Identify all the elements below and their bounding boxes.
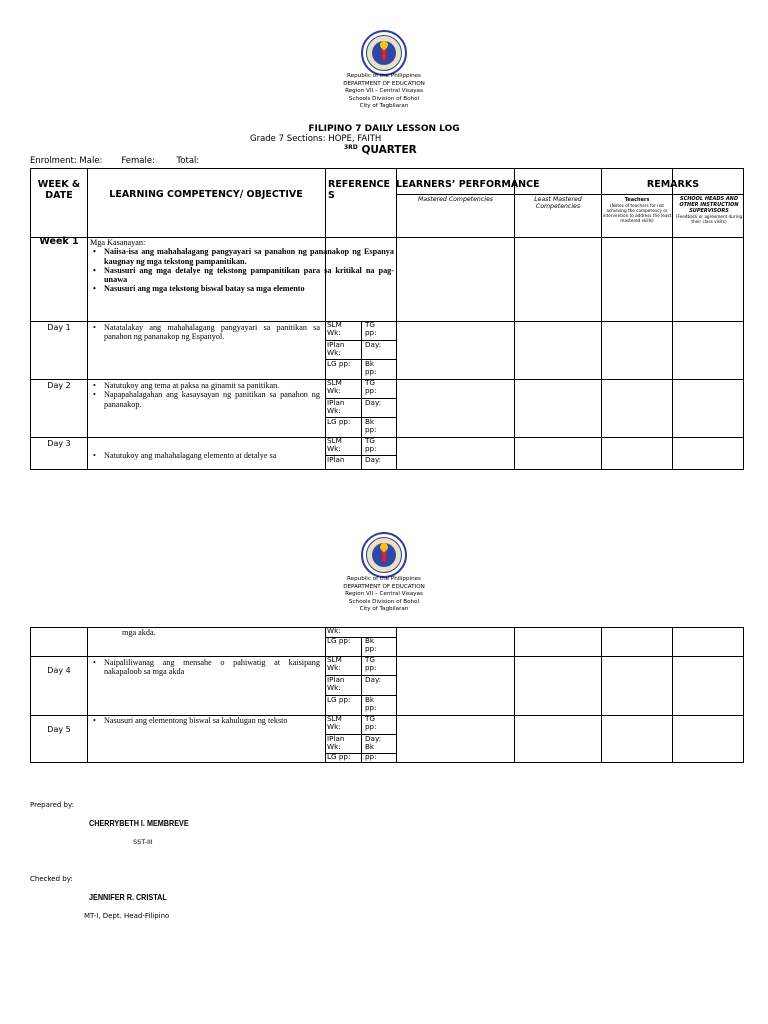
ref-day: Day:	[365, 340, 382, 349]
list-item: • Natutukoy ang tema at paksa na ginamit sa panitikan.	[90, 381, 320, 390]
document-title: FILIPINO 7 DAILY LESSON LOG	[308, 124, 460, 134]
ref-iplan: IPlan Wk:	[327, 734, 345, 752]
list-item: mga akda.	[122, 628, 156, 637]
header-remarks: REMARKS	[646, 179, 700, 190]
day-label: Day 1	[47, 323, 71, 332]
checked-by-name: JENNIFER R. CRISTAL	[89, 892, 167, 902]
day-label: Day 4	[47, 666, 71, 675]
prepared-by-position: SST-III	[133, 838, 153, 846]
letterhead-line: Republic of the Philippines	[347, 73, 421, 79]
letterhead	[0, 576, 768, 614]
list-item: • Natutukoy ang mahahalagang elemento at detalye sa	[90, 451, 320, 460]
prepared-by-label: Prepared by:	[30, 801, 74, 809]
list-item: • Naipaliliwanag ang mensahe o pahiwatig at kaisipang nakapaloob sa mga akda	[90, 658, 320, 677]
ref-lg: LG pp:	[327, 636, 351, 645]
letterhead-line: Region VII – Central Visayas	[345, 88, 423, 95]
ref-lg: LG pp:	[327, 359, 351, 368]
letterhead-line: City of Tagbilaran	[359, 103, 409, 110]
week-intro: Mga Kasanayan:	[90, 238, 146, 247]
grade-sections: Grade 7 Sections: HOPE, FAITH	[250, 134, 382, 144]
header-mastered: Mastered Competencies	[417, 196, 493, 203]
header-competency: LEARNING COMPETENCY/ OBJECTIVE	[109, 189, 303, 200]
ref-day: Day:	[365, 675, 382, 684]
list-item: • Nasusuri ang mga tekstong biswal batay sa mga elemento	[90, 284, 394, 293]
ref-bk: Bk pp:	[365, 636, 377, 654]
letterhead-line: DEPARTMENT OF EDUCATION	[343, 80, 425, 87]
day-competency	[90, 716, 320, 725]
list-item: • Natatalakay ang mahahalagang pangyayari sa panitikan sa panahon ng pananakop ng Espanyol.	[90, 323, 320, 342]
letterhead-line: Region VII – Central Visayas	[345, 591, 423, 598]
ref-day: Day: Bk	[365, 734, 382, 752]
letterhead-line: Schools Division of Bohol	[348, 598, 420, 605]
ref-bk: Bk pp:	[365, 359, 377, 377]
ref-bk: Bk pp:	[365, 695, 377, 713]
letterhead-line: Schools Division of Bohol	[348, 95, 420, 102]
day-competency-continued	[90, 628, 320, 637]
list-item: • Naiisa-isa ang mahahalagang pangyayari sa panahon ng pananakop ng Espanya kaugnay ng mga tekstong pampanitikan.	[90, 247, 394, 266]
ref-iplan: IPlan Wk:	[327, 398, 345, 416]
letterhead	[0, 73, 768, 111]
ref-tg: TG pp:	[365, 436, 377, 454]
day-label: Day 2	[47, 381, 71, 390]
letterhead-line: DEPARTMENT OF EDUCATION	[343, 583, 425, 590]
checked-by-label: Checked by:	[30, 875, 73, 883]
day-competency	[90, 451, 320, 460]
week-label: Week 1	[39, 236, 79, 247]
list-item: • Napapahalagahan ang kasaysayan ng panitikan sa panahon ng pananakop.	[90, 390, 320, 409]
ref-tg: TG pp:	[365, 714, 377, 732]
deped-seal	[361, 30, 407, 76]
ref-day: Day:	[365, 398, 382, 407]
ref-slm: SLM Wk:	[327, 436, 342, 454]
enrolment-line: Enrolment: Male: Female: Total:	[30, 156, 200, 166]
prepared-by-name: CHERRYBETH I. MEMBREVE	[89, 818, 189, 828]
ref-slm: SLM Wk:	[327, 714, 342, 732]
ref-iplan: IPlan	[327, 455, 345, 464]
header-references: REFERENCES	[328, 179, 391, 201]
day-competency	[90, 658, 320, 677]
checked-by-position: MT-I, Dept. Head-Filipino	[84, 912, 170, 920]
day-competency	[90, 323, 320, 342]
day-label: Day 3	[47, 439, 71, 448]
ref-lg: LG pp:	[327, 752, 351, 761]
ref-wk: Wk:	[327, 626, 341, 635]
header-learners-performance: LEARNERS’ PERFORMANCE	[396, 179, 540, 190]
ref-tg: TG pp:	[365, 378, 377, 396]
day-label: Day 5	[47, 725, 71, 734]
ref-iplan: IPlan Wk:	[327, 340, 345, 358]
lesson-log-table	[30, 168, 744, 470]
ref-iplan: IPlan Wk:	[327, 675, 345, 693]
ref-tg: TG pp:	[365, 655, 377, 673]
letterhead-line: City of Tagbilaran	[359, 606, 409, 613]
day-competency	[90, 381, 320, 409]
list-item: • Nasusuri ang elementong biswal sa kahulugan ng teksto	[90, 716, 320, 725]
ref-slm: SLM Wk:	[327, 378, 342, 396]
ref-bk: Bk pp:	[365, 417, 377, 435]
quarter-heading: $^{3RD}$ QUARTER	[344, 144, 417, 156]
header-least-mastered: Least Mastered Competencies	[534, 196, 582, 210]
deped-seal	[361, 532, 407, 578]
ref-slm: SLM Wk:	[327, 320, 342, 338]
ref-tg: TG pp:	[365, 320, 377, 338]
letterhead-line: Republic of the Philippines	[347, 576, 421, 582]
ref-lg: LG pp:	[327, 417, 351, 426]
ref-pp: pp:	[365, 752, 377, 761]
ref-lg: LG pp:	[327, 695, 351, 704]
ref-day: Day:	[365, 455, 382, 464]
list-item: • Nasusuri ang mga detalye ng tekstong pampanitikan para sa kritikal na pag-unawa	[90, 266, 394, 285]
header-teachers: Teachers (Notes of teachers for not achieving the competency or intervention to address the least mastered skills)	[602, 197, 672, 223]
week-competencies	[90, 238, 394, 294]
header-school-heads: SCHOOL HEADS AND OTHER INSTRUCTION SUPERVISORS (Feedback or agreement during their class visits)	[675, 196, 743, 224]
ref-slm: SLM Wk:	[327, 655, 342, 673]
lesson-log-table-continued	[30, 627, 744, 763]
header-week-date: WEEK & DATE	[37, 179, 81, 201]
